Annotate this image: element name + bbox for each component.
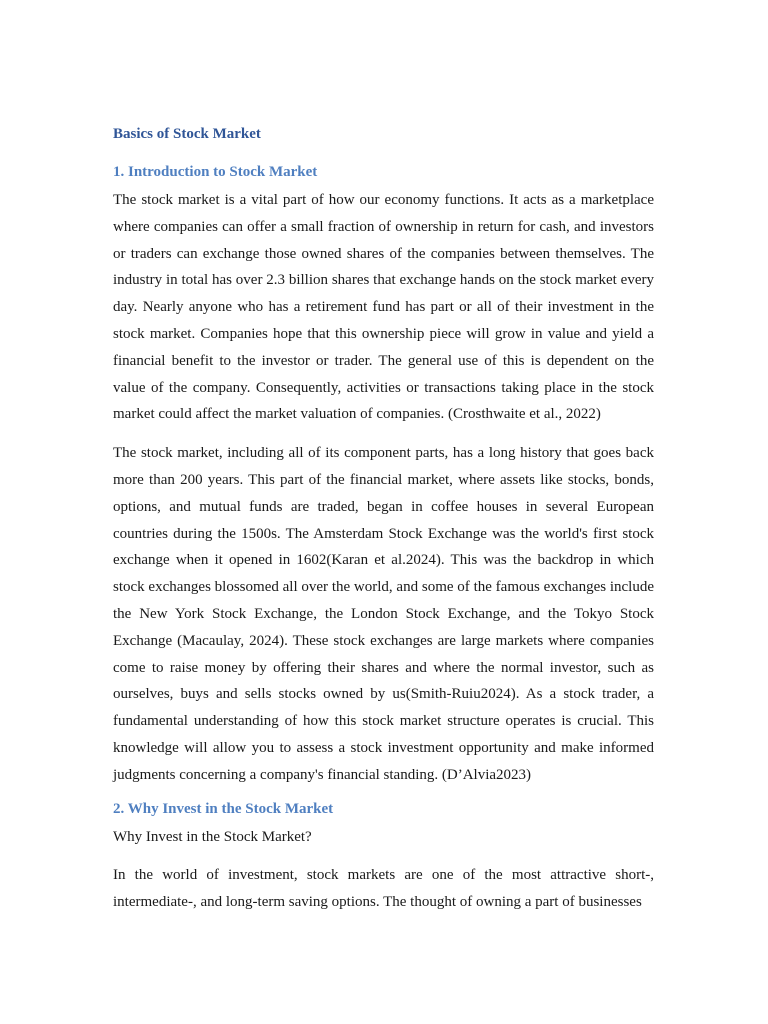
paragraph-introduction-2: The stock market, including all of its component parts, has a long history that goes back more than 200 years. This part of the financial market, where assets like stocks, bonds, options, and mutual funds are traded, began in coffee houses in several European countries during the 1500s. The Amsterdam Stock Exchange was the world's first stock exchange when it opened in 1602(Karan et al.2024). This was the backdrop in which stock exchanges blossomed all over the world, and some of the famous exchanges include the New York Stock Exchange, the London Stock Exchange, and the Tokyo Stock Exchange (Macaulay, 2024). These stock exchanges are large markets where companies come to raise money by offering their shares and where the normal investor, such as ourselves, buys and sells stocks owned by us(Smith-Ruiu2024). As a stock trader, a fundamental understanding of how this stock market structure operates is crucial. This knowledge will allow you to assess a stock investment opportunity and make informed judgments concerning a company's financial standing. (D’Alvia2023) <box>113 445 654 783</box>
paragraph-why-invest-1: In the world of investment, stock markets are one of the most attractive short-, intermediate-, and long-term saving options. The thought of owning a part of businesses <box>113 867 654 911</box>
paragraph-introduction-1: The stock market is a vital part of how our economy functions. It acts as a marketplace where companies can offer a small fraction of ownership in return for cash, and investors or traders can exchange those owned shares of the companies between themselves. The industry in total has over 2.3 billion shares that exchange hands on the stock market every day. Nearly anyone who has a retirement fund has part or all of their investment in the stock market. Companies hope that this ownership piece will grow in value and yield a financial benefit to the investor or trader. The general use of this is dependent on the value of the company. Consequently, activities or transactions taking place in the stock market could affect the market valuation of companies. (Crosthwaite et al., 2022) <box>113 192 654 423</box>
document-title: Basics of Stock Market <box>113 126 261 142</box>
section-heading-introduction: 1. Introduction to Stock Market <box>113 164 318 180</box>
section-subheading-why-invest: Why Invest in the Stock Market? <box>113 828 312 845</box>
section-heading-why-invest: 2. Why Invest in the Stock Market <box>113 800 334 817</box>
document-page <box>113 124 654 928</box>
